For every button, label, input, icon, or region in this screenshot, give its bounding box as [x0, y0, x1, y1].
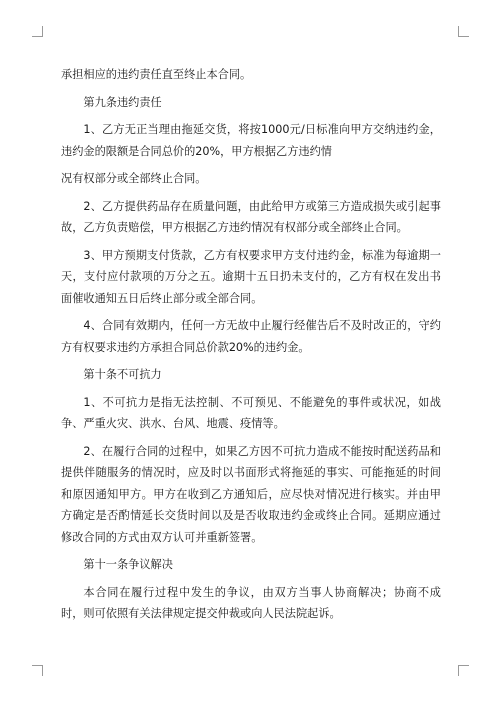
- section-heading-article-10: 第十条不可抗力: [83, 368, 162, 381]
- paragraph-9-2: 2、乙方提供药品存在质量问题，由此给甲方或第三方造成损失或引起事故，乙方负责赔偿，甲方根据乙方违约情况有权部分或全部终止合同。: [61, 199, 441, 234]
- paragraph-9-4: 4、合同有效期内，任何一方无故中止履行经催告后不及时改正的，守约方有权要求违约方承担合同总价款20%的违约金。: [61, 319, 441, 354]
- crop-mark-top-left: [32, 26, 43, 37]
- paragraph-continuation: 承担相应的违约责任直至终止本合同。: [61, 68, 252, 81]
- crop-mark-top-right: [458, 26, 469, 37]
- crop-mark-bottom-right: [458, 665, 469, 676]
- paragraph-9-3: 3、甲方预期支付货款，乙方有权要求甲方支付违约金，标准为每逾期一天，支付应付款项的万分之五。逾期十五日扔未支付的，乙方有权在发出书面催收通知五日后终止部分或全部合同。: [61, 248, 441, 305]
- document-body: [61, 64, 441, 631]
- paragraph-9-1-continued: 况有权部分或全部终止合同。: [61, 172, 207, 185]
- section-heading-article-9: 第九条违约责任: [83, 95, 162, 109]
- crop-mark-bottom-left: [32, 665, 43, 676]
- paragraph-10-2: 2、在履行合同的过程中，如果乙方因不可抗力造成不能按时配送药品和提供伴随服务的情况时，应及时以书面形式将拖延的事实、可能拖延的时间和原因通知甲方。甲方在收到乙方通知后，应尽快对情况进行核实。并由甲方确定是否酌情延长交货时间以及是否收取违约金或终止合同。延期应通过修改合同的方式由双方认可并重新签署。: [61, 444, 441, 544]
- paragraph-11: 本合同在履行过程中发生的争议，由双方当事人协商解决；协商不成时，则可依照有关法律规定提交仲裁或向人民法院起诉。: [61, 585, 441, 620]
- section-heading-article-11: 第十一条争议解决: [83, 558, 173, 571]
- paragraph-9-1: 1、乙方无正当理由拖延交货，将按1000元/日标准向甲方交纳违约金，违约金的限额是合同总价的20%，甲方根据乙方违约情: [61, 123, 441, 158]
- paragraph-10-1: 1、不可抗力是指无法控制、不可预见、不能避免的事件或状况，如战争、严重火灾、洪水、台风、地震、疫情等。: [61, 395, 441, 430]
